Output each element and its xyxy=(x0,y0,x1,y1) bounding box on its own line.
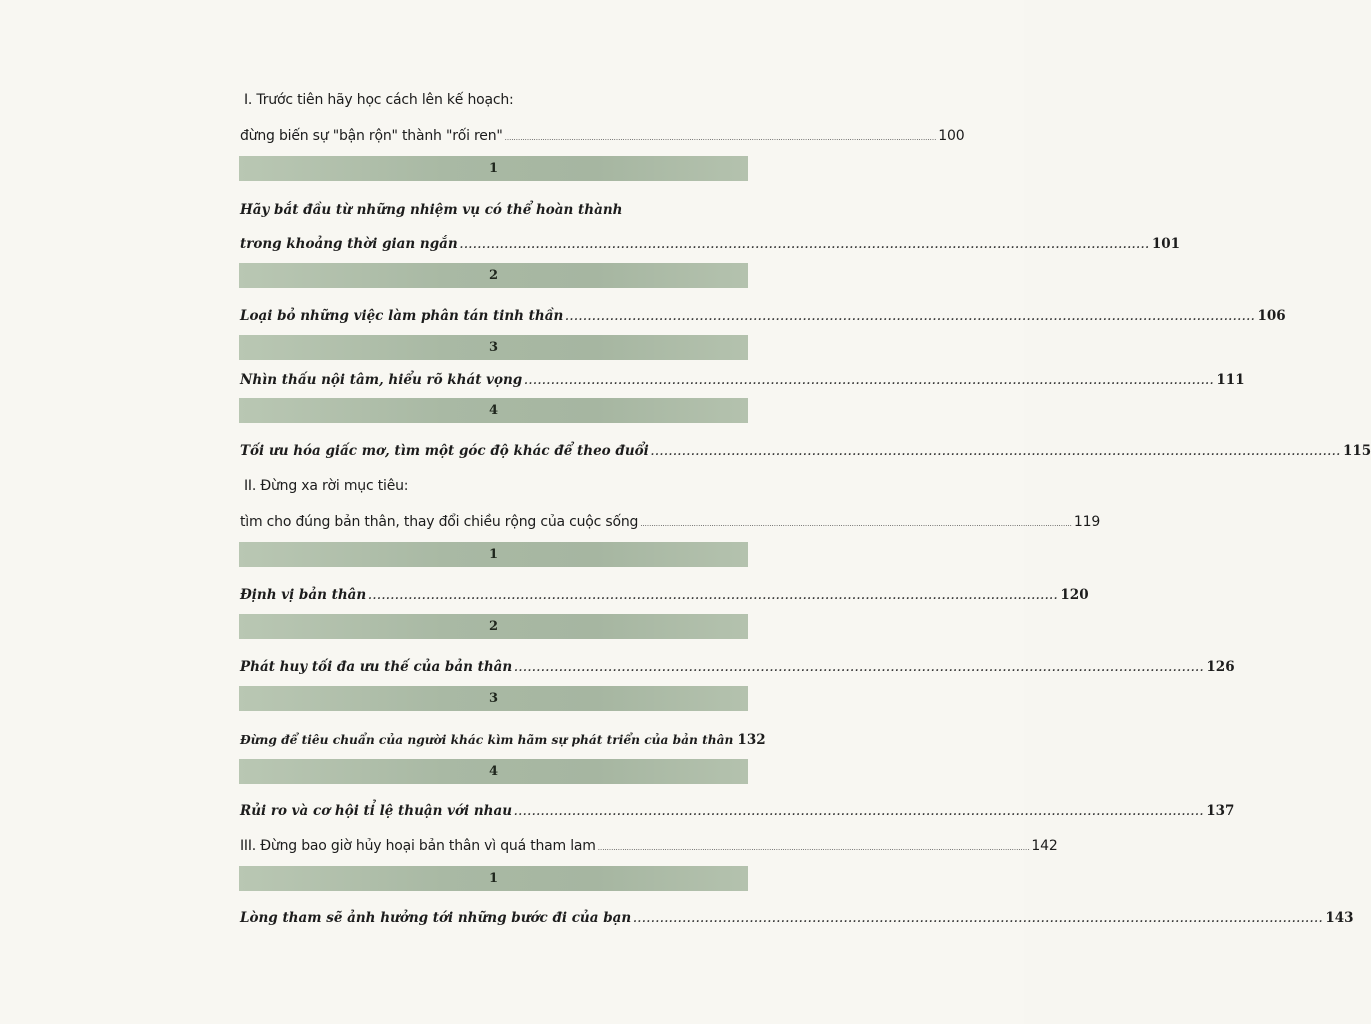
dot-leader: .................................................................................................................................................................................................. xyxy=(597,844,1030,852)
page-number: 115 xyxy=(1342,443,1371,459)
section-band xyxy=(239,614,748,639)
section-title: Tối ưu hóa giấc mơ, tìm một góc độ khác để theo đuổi xyxy=(240,443,649,459)
section-band xyxy=(239,156,748,181)
dot-leader: .......................................................................................................................................................... xyxy=(459,240,1150,251)
section-band xyxy=(239,398,748,423)
page-number: 119 xyxy=(1073,514,1101,530)
page-number: 120 xyxy=(1060,587,1089,603)
page-number: 111 xyxy=(1216,372,1245,388)
section-number: 2 xyxy=(488,268,499,283)
section-band xyxy=(239,686,748,711)
dot-leader: .......................................................................................................................................................... xyxy=(514,807,1205,818)
dot-leader: .......................................................................................................................................................... xyxy=(633,914,1324,925)
toc-entry[interactable] xyxy=(240,443,1371,459)
dot-leader: .......................................................................................................................................................... xyxy=(565,312,1256,323)
section-title: Lòng tham sẽ ảnh hưởng tới những bước đi của bạn xyxy=(240,910,632,926)
section-title: Nhìn thấu nội tâm, hiểu rõ khát vọng xyxy=(240,372,523,388)
toc-entry[interactable] xyxy=(240,372,1245,388)
part-2-title-line1: II. Đừng xa rời mục tiêu: xyxy=(244,478,409,494)
toc-entry-part-2[interactable] xyxy=(240,514,1101,530)
part-1-title-line2: đừng biến sự "bận rộn" thành "rối ren" xyxy=(240,128,503,144)
toc-entry[interactable] xyxy=(240,236,1181,252)
page-number: 106 xyxy=(1257,308,1286,324)
section-band xyxy=(239,759,748,784)
section-number: 4 xyxy=(488,403,499,418)
part-2-title-line2: tìm cho đúng bản thân, thay đổi chiều rộng của cuộc sống xyxy=(240,514,639,530)
page-number: 101 xyxy=(1151,236,1181,252)
page-number: 137 xyxy=(1206,803,1235,819)
part-3-title: III. Đừng bao giờ hủy hoại bản thân vì quá tham lam xyxy=(240,838,596,854)
section-number: 1 xyxy=(488,547,499,562)
section-band xyxy=(239,335,748,360)
dot-leader: .................................................................................................................................................................................................. xyxy=(640,520,1072,528)
section-title: Loại bỏ những việc làm phân tán tinh thần xyxy=(240,308,564,324)
section-title: Định vị bản thân xyxy=(240,587,367,603)
page-number: 142 xyxy=(1031,838,1058,854)
part-1-title-line1: I. Trước tiên hãy học cách lên kế hoạch: xyxy=(244,92,514,108)
page-number: 132 xyxy=(737,732,766,748)
section-number: 1 xyxy=(488,871,499,886)
section-number: 2 xyxy=(488,619,499,634)
dot-leader: .......................................................................................................................................................... xyxy=(368,591,1059,602)
section-title: Đừng để tiêu chuẩn của người khác kìm hãm sự phát triển của bản thân xyxy=(240,733,734,747)
section-title-line2: trong khoảng thời gian ngắn xyxy=(240,236,458,252)
toc-entry[interactable] xyxy=(240,659,1235,675)
page-number: 143 xyxy=(1325,910,1354,926)
section-title-line1: Hãy bắt đầu từ những nhiệm vụ có thể hoàn thành xyxy=(240,202,623,218)
part-2-heading xyxy=(244,478,748,494)
section-band xyxy=(239,542,748,567)
toc-entry[interactable] xyxy=(240,587,1089,603)
section-number: 3 xyxy=(488,340,499,355)
section-number: 4 xyxy=(488,764,499,779)
toc-entry-part-3[interactable] xyxy=(240,838,1058,854)
dot-leader: .......................................................................................................................................................... xyxy=(524,376,1215,387)
toc-entry-title-line1[interactable] xyxy=(240,202,748,218)
part-1-heading xyxy=(244,92,748,108)
page-number: 100 xyxy=(938,128,965,144)
dot-leader: .................................................................................................................................................................................................. xyxy=(504,134,937,142)
toc-entry[interactable] xyxy=(240,732,766,748)
page-number: 126 xyxy=(1206,659,1235,675)
dot-leader: .......................................................................................................................................................... xyxy=(514,663,1205,674)
toc-entry[interactable] xyxy=(240,910,1354,926)
section-band xyxy=(239,263,748,288)
section-title: Phát huy tối đa ưu thế của bản thân xyxy=(240,659,513,675)
toc-entry[interactable] xyxy=(240,803,1235,819)
toc-entry[interactable] xyxy=(240,308,1286,324)
section-title: Rủi ro và cơ hội tỉ lệ thuận với nhau xyxy=(240,803,513,819)
section-number: 1 xyxy=(488,161,499,176)
toc-entry-part-1[interactable] xyxy=(240,128,965,144)
section-band xyxy=(239,866,748,891)
dot-leader: .......................................................................................................................................................... xyxy=(650,447,1341,458)
section-number: 3 xyxy=(488,691,499,706)
